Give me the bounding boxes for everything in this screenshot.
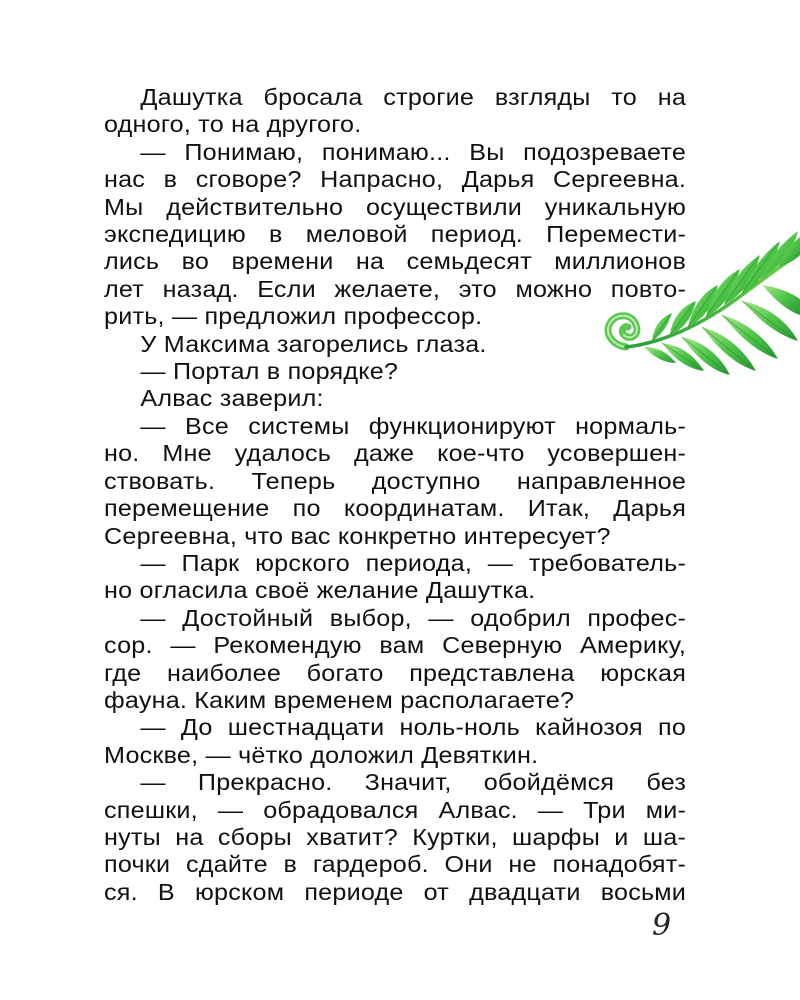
text-line: нуты на сборы хватит? Куртки, шарфы и ша-	[104, 823, 687, 850]
page-number: 9	[652, 908, 672, 943]
text-line: ся. В юрском периоде от двадцати восьми	[104, 878, 687, 905]
text-line: сор. — Рекомендую вам Северную Америку,	[104, 632, 687, 659]
fern-curl	[608, 316, 637, 347]
text-line: почки сдайте в гардероб. Они не понадобят-	[104, 851, 687, 878]
text-line: — Портал в порядке?	[140, 358, 399, 385]
text-line: Сергеевна, что вас конкретно интересует?	[104, 522, 611, 549]
text-line: Москве, — чётко доложил Девяткин.	[104, 741, 539, 768]
text-line: — Парк юрского периода, — требователь-	[140, 549, 687, 576]
text-line: — Понимаю, понимаю... Вы подозреваете	[140, 138, 687, 165]
text-line: ствовать. Теперь доступно направленное	[104, 467, 687, 494]
text-line: У Максима загорелись глаза.	[140, 330, 487, 357]
text-line: Мы действительно осуществили уникальную	[104, 193, 687, 220]
text-line: спешки, — обрадовался Алвас. — Три ми-	[104, 796, 687, 823]
text-line: — Достойный выбор, — одобрил профес-	[140, 604, 687, 631]
text-line: — Все системы функционируют нормаль-	[140, 412, 687, 439]
text-line: Дашутка бросала строгие взгляды то на	[140, 84, 687, 110]
text-line: нас в сговоре? Напрасно, Дарья Сергеевна.	[104, 166, 687, 193]
text-line: где наиболее богато представлена юрская	[104, 659, 687, 686]
text-line: одного, то на другого.	[104, 111, 362, 138]
text-line: но. Мне удалось даже кое-что усовершен-	[104, 440, 687, 467]
text-line: рить, — предложил профессор.	[104, 303, 483, 330]
text-line: лет назад. Если желаете, это можно повто-	[104, 275, 687, 302]
text-line: лись во времени на семьдесят миллионов	[104, 248, 687, 275]
text-line: — До шестнадцати ноль-ноль кайнозоя по	[140, 714, 687, 741]
text-line: Алвас заверил:	[140, 385, 324, 412]
text-line: но огласила своё желание Дашутка.	[104, 577, 536, 604]
text-line: экспедицию в меловой период. Перемести-	[104, 221, 687, 248]
text-line: — Прекрасно. Значит, обойдёмся без	[140, 769, 687, 796]
fern-leaf-icon	[592, 225, 800, 395]
text-line: перемещение по координатам. Итак, Дарья	[104, 495, 687, 522]
text-line: фауна. Каким временем располагаете?	[104, 686, 575, 713]
body-text	[104, 84, 727, 906]
